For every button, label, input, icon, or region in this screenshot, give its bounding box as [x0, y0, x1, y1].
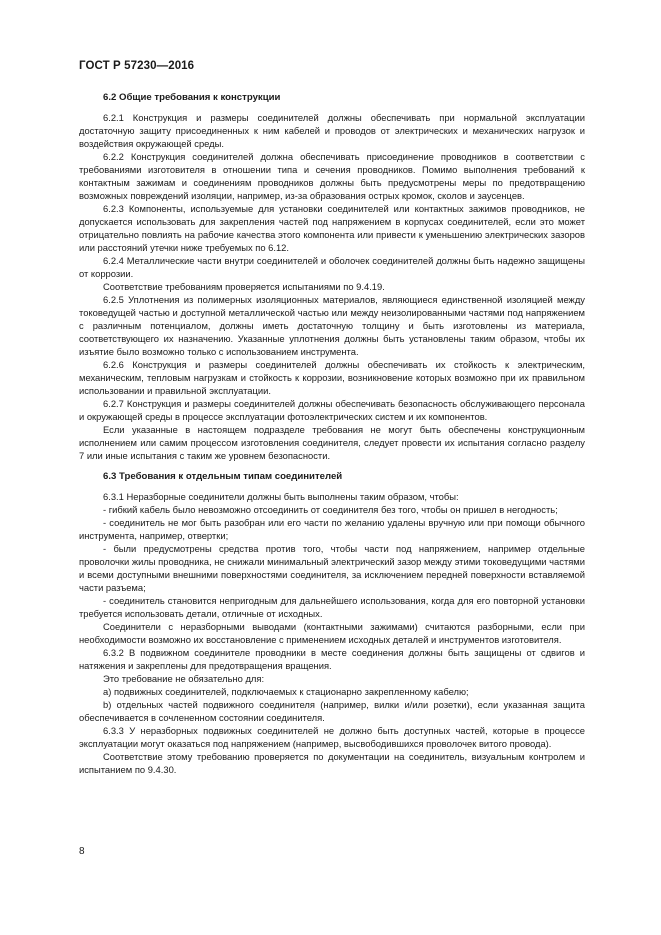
list-item: - были предусмотрены средства против того, чтобы части под напряжением, например отдельные проволочки жилы проводника, не снижали минимальный электрический зазор между этими токоведущими частями и всеми доступными внешними поверхностями соединителя, за исключением передней поверхности вставляемой части разъема; — [79, 543, 585, 593]
paragraph-6-2-4: 6.2.4 Металлические части внутри соединителей и оболочек соединителей должны быть надежно защищены от коррозии. — [79, 255, 585, 279]
paragraph-6-3-2: 6.3.2 В подвижном соединителе проводники в месте соединения должны быть защищены от сдвигов и натяжения и закреплены для предотвращения вращения. — [79, 647, 585, 671]
list-item: - соединитель не мог быть разобран или его части по желанию удалены вручную или при помощи обычного инструмента, например, отвертки; — [79, 517, 585, 541]
document-body — [79, 91, 585, 776]
document-header: ГОСТ Р 57230—2016 — [79, 60, 195, 72]
paragraph-6-2-6: 6.2.6 Конструкция и размеры соединителей должны обеспечивать их стойкость к электрическим, механическим, тепловым нагрузкам и стойкость к коррозии, возникновение которых возможно при их правильном использовании и правильной эксплуатации. — [79, 359, 585, 396]
paragraph-6-2-3: 6.2.3 Компоненты, используемые для установки соединителей или контактных зажимов проводников, не допускается использовать для закрепления частей под напряжением в корпусах соединителей, если это может отрицательно повлиять на рабочие качества этого компонента или привести к уменьшению электрических зазоров или расстояний утечки ниже требуемых по 6.12. — [79, 203, 585, 253]
list-item: а) подвижных соединителей, подключаемых к стационарно закрепленному кабелю; — [103, 686, 469, 697]
paragraph-6-2-7: 6.2.7 Конструкция и размеры соединителей должны обеспечивать безопасность обслуживающего персонала и окружающей среды в процессе эксплуатации фотоэлектрических систем и их компонентов. — [79, 398, 585, 422]
paragraph-6-2-7-note: Если указанные в настоящем подразделе требования не могут быть обеспечены конструкционным исполнением или самим процессом изготовления соединителя, следует провести их испытания согласно разделу 7 или иные испытания с таким же уровнем безопасности. — [79, 424, 585, 461]
paragraph-6-3-3-compliance: Соответствие этому требованию проверяется по документации на соединитель, визуальным контролем и испытанием по 9.4.30. — [79, 751, 585, 775]
list-item: - гибкий кабель было невозможно отсоединить от соединителя без того, чтобы он пришел в негодность; — [103, 504, 558, 515]
list-item: b) отдельных частей подвижного соединителя (например, вилки и/или розетки), если указанная защита обеспечивается в сочлененном состоянии соединителя. — [79, 699, 585, 723]
paragraph-6-3-1: 6.3.1 Неразборные соединители должны быть выполнены таким образом, чтобы: — [103, 491, 459, 502]
paragraph-6-3-1-note: Соединители с неразборными выводами (контактными зажимами) считаются разборными, если при необходимости возможно их восстановление с применением исходных деталей и инструментов изготовителя. — [79, 621, 585, 645]
paragraph-6-2-4-compliance: Соответствие требованиям проверяется испытаниями по 9.4.19. — [103, 281, 385, 292]
paragraph-6-2-5: 6.2.5 Уплотнения из полимерных изоляционных материалов, являющиеся единственной изоляцией между токоведущей частью и доступной металлической частью или между неизолированными частями под напряжением с различным потенциалом, должны иметь достаточную толщину и быть изготовлены из материала, соответствующего их назначению. Указанные уплотнения должны быть установлены таким образом, чтобы их изъятие было возможно только с использованием инструмента. — [79, 294, 585, 357]
paragraph-6-3-2-exception: Это требование не обязательно для: — [103, 673, 265, 684]
section-heading-6-2: 6.2 Общие требования к конструкции — [103, 92, 281, 103]
paragraph-6-3-3: 6.3.3 У неразборных подвижных соединителей не должно быть доступных частей, которые в процессе эксплуатации могут оказаться под напряжением (например, высвободившихся проволочек витого провода). — [79, 725, 585, 749]
paragraph-6-2-1: 6.2.1 Конструкция и размеры соединителей должны обеспечивать при нормальной эксплуатации достаточную защиту присоединенных к ним кабелей и проводов от электрических и механических нагрузок и воздействия окружающей среды. — [79, 112, 585, 149]
paragraph-6-2-2: 6.2.2 Конструкция соединителей должна обеспечивать присоединение проводников в соответствии с требованиями изготовителя в отношении типа и сечения проводников. Помимо выполнения требований к контактным зажимам и соединениям проводников должны быть предусмотрены меры по предотвращению возможных повреждений изоляции, например, из-за образования острых кромок, сколов и заусенцев. — [79, 151, 585, 201]
section-heading-6-3: 6.3 Требования к отдельным типам соединителей — [103, 471, 343, 482]
page-number: 8 — [79, 846, 85, 857]
list-item: - соединитель становится непригодным для дальнейшего использования, когда для его повторной установки требуется использовать детали, отличные от исходных. — [79, 595, 585, 619]
